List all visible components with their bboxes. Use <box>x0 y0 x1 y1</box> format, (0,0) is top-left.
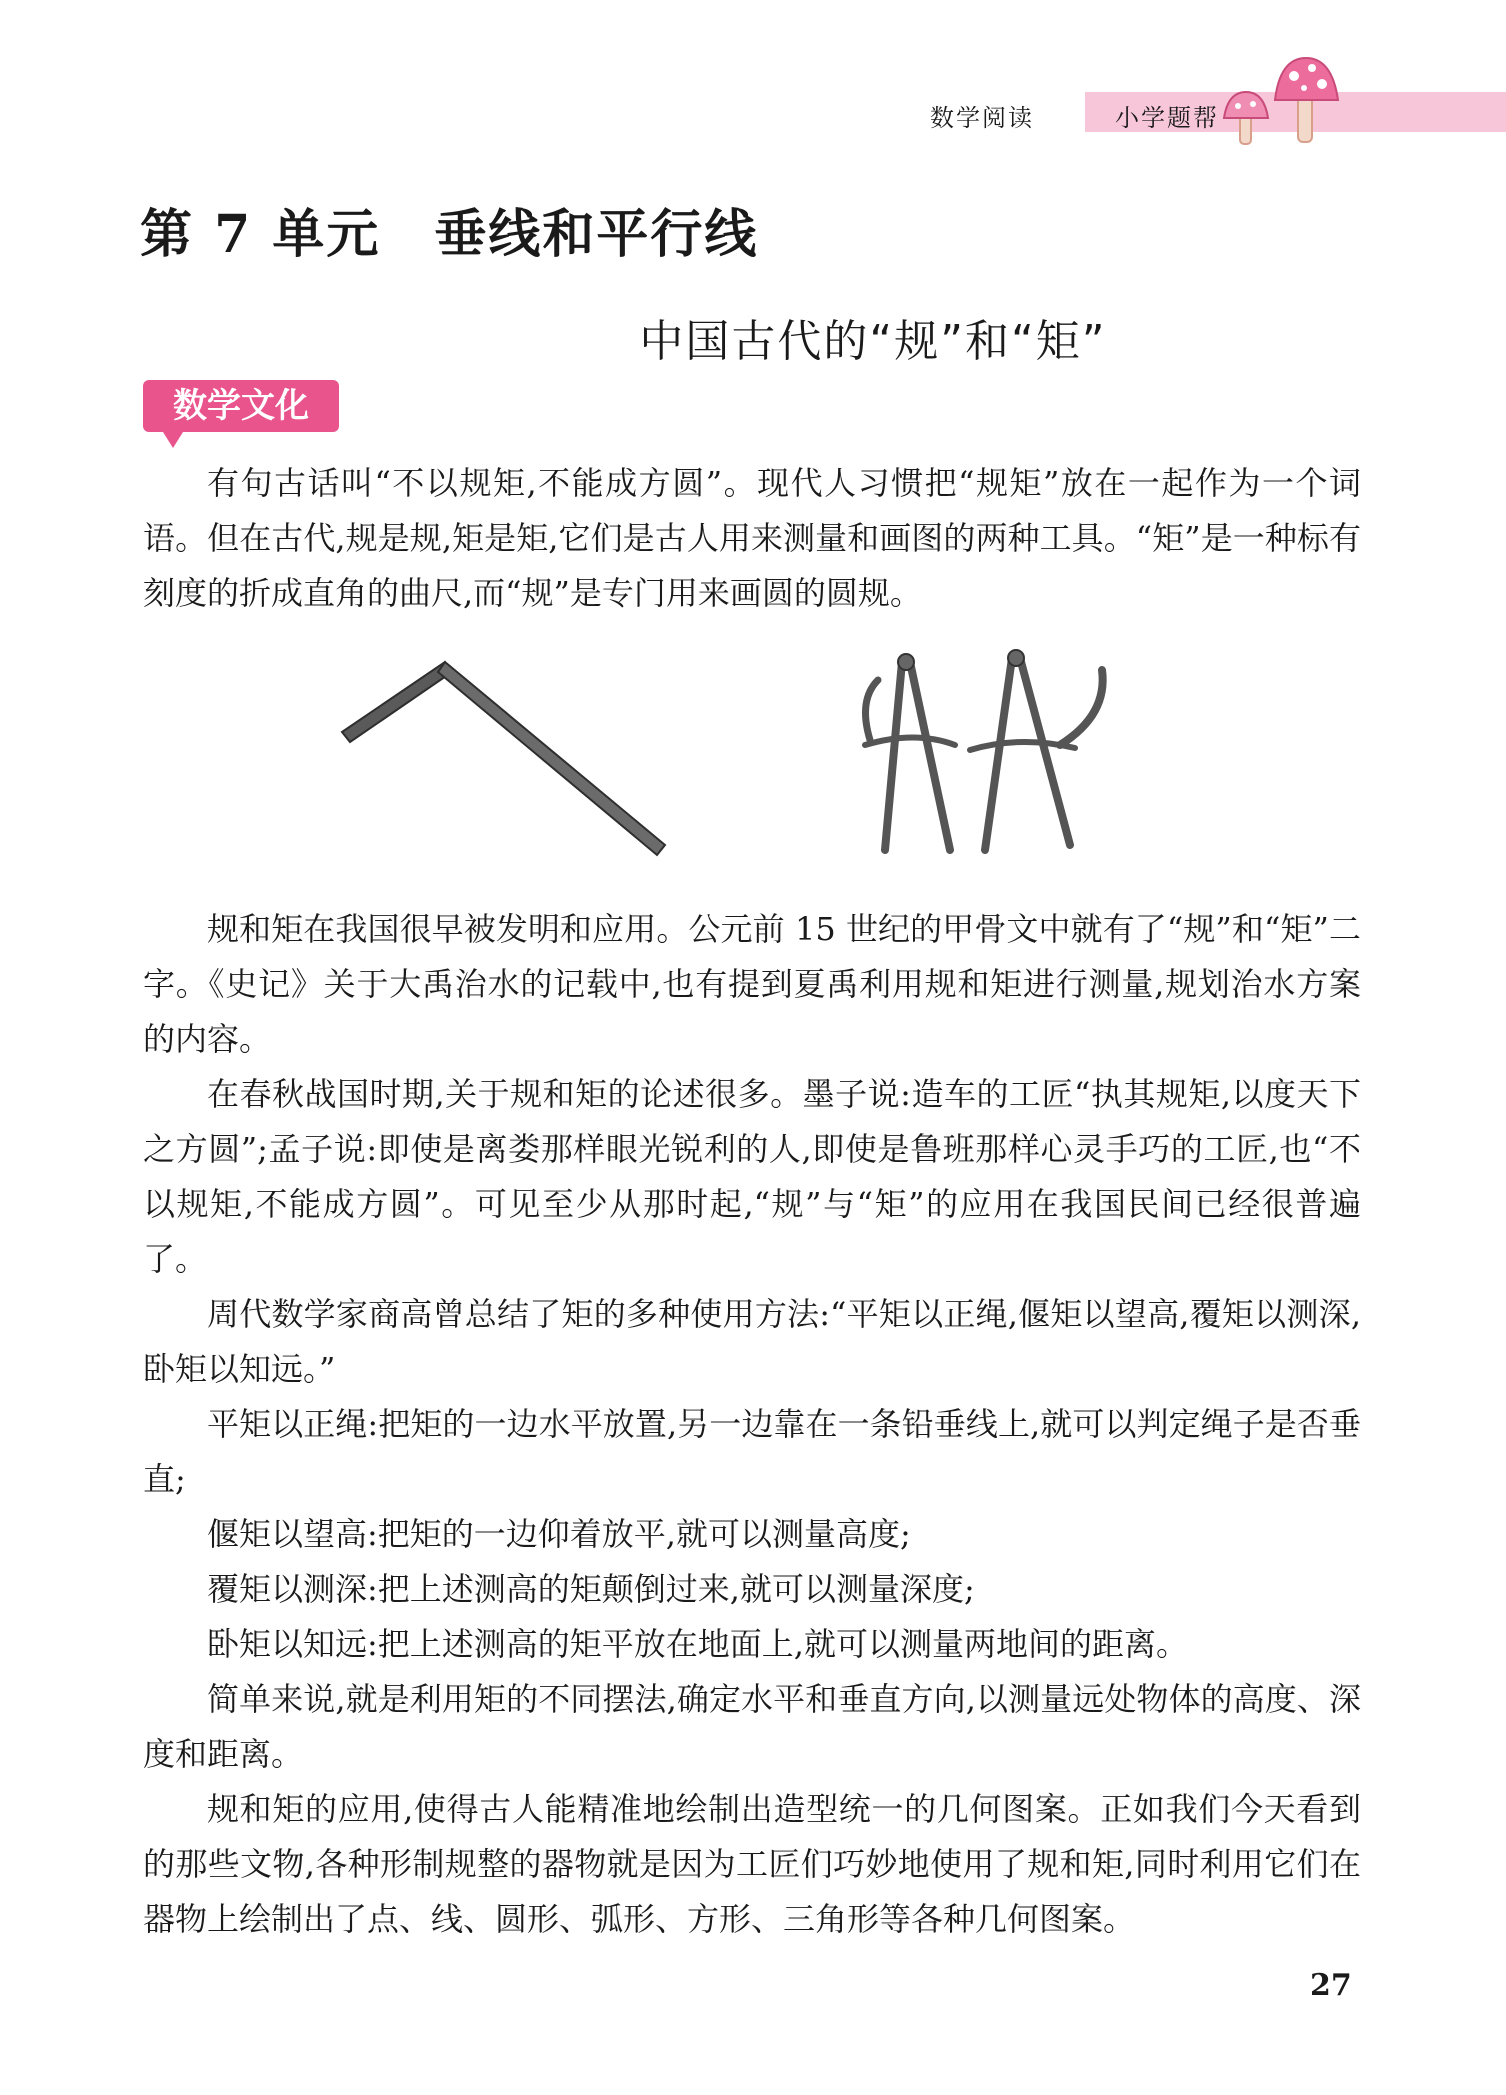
paragraph: 平矩以正绳:把矩的一边水平放置,另一边靠在一条铅垂线上,就可以判定绳子是否垂直; <box>143 1405 1361 1498</box>
paragraph: 周代数学家商高曾总结了矩的多种使用方法:“平矩以正绳,偃矩以望高,覆矩以测深,卧矩以知远。” <box>143 1295 1361 1388</box>
ju-and-gui-illustration <box>330 640 1150 870</box>
main-text <box>143 902 1361 1947</box>
paragraph: 偃矩以望高:把矩的一边仰着放平,就可以测量高度; <box>207 1515 911 1553</box>
carpenter-square-figure <box>342 662 665 855</box>
header-section-label: 数学阅读 <box>930 104 1034 132</box>
paragraph: 有句古话叫“不以规矩,不能成方圆”。现代人习惯把“规矩”放在一起作为一个词语。但在古代,规是规,矩是矩,它们是古人用来测量和画图的两种工具。“矩”是一种标有刻度的折成直角的曲尺,而“规”是专门用来画圆的圆规。 <box>143 464 1361 612</box>
page-number: 27 <box>1310 1968 1352 2003</box>
paragraph: 规和矩在我国很早被发明和应用。公元前 15 世纪的甲骨文中就有了“规”和“矩”二字。《史记》关于大禹治水的记载中,也有提到夏禹利用规和矩进行测量,规划治水方案的内容。 <box>143 910 1361 1058</box>
paragraph: 卧矩以知远:把上述测高的矩平放在地面上,就可以测量两地间的距离。 <box>207 1625 1188 1663</box>
section-tag: 数学文化 <box>143 380 339 432</box>
compass-figure <box>865 650 1103 850</box>
intro-text <box>143 456 1361 621</box>
unit-title: 第 7 单元 垂线和平行线 <box>140 204 759 265</box>
header-brand-label: 小学题帮 <box>1115 104 1219 132</box>
paragraph: 在春秋战国时期,关于规和矩的论述很多。墨子说:造车的工匠“执其规矩,以度天下之方圆”;孟子说:即使是离娄那样眼光锐利的人,即使是鲁班那样心灵手巧的工匠,也“不以规矩,不能成方圆”。可见至少从那时起,“规”与“矩”的应用在我国民间已经很普遍了。 <box>143 1075 1361 1278</box>
paragraph: 简单来说,就是利用矩的不同摆法,确定水平和垂直方向,以测量远处物体的高度、深度和距离。 <box>143 1680 1361 1773</box>
article-title: 中国古代的“规”和“矩” <box>639 316 1107 367</box>
paragraph: 覆矩以测深:把上述测高的矩颠倒过来,就可以测量深度; <box>207 1570 975 1608</box>
mushroom-icon <box>1220 52 1350 152</box>
paragraph: 规和矩的应用,使得古人能精准地绘制出造型统一的几何图案。正如我们今天看到的那些文物,各种形制规整的器物就是因为工匠们巧妙地使用了规和矩,同时利用它们在器物上绘制出了点、线、圆形、弧形、方形、三角形等各种几何图案。 <box>143 1790 1361 1938</box>
